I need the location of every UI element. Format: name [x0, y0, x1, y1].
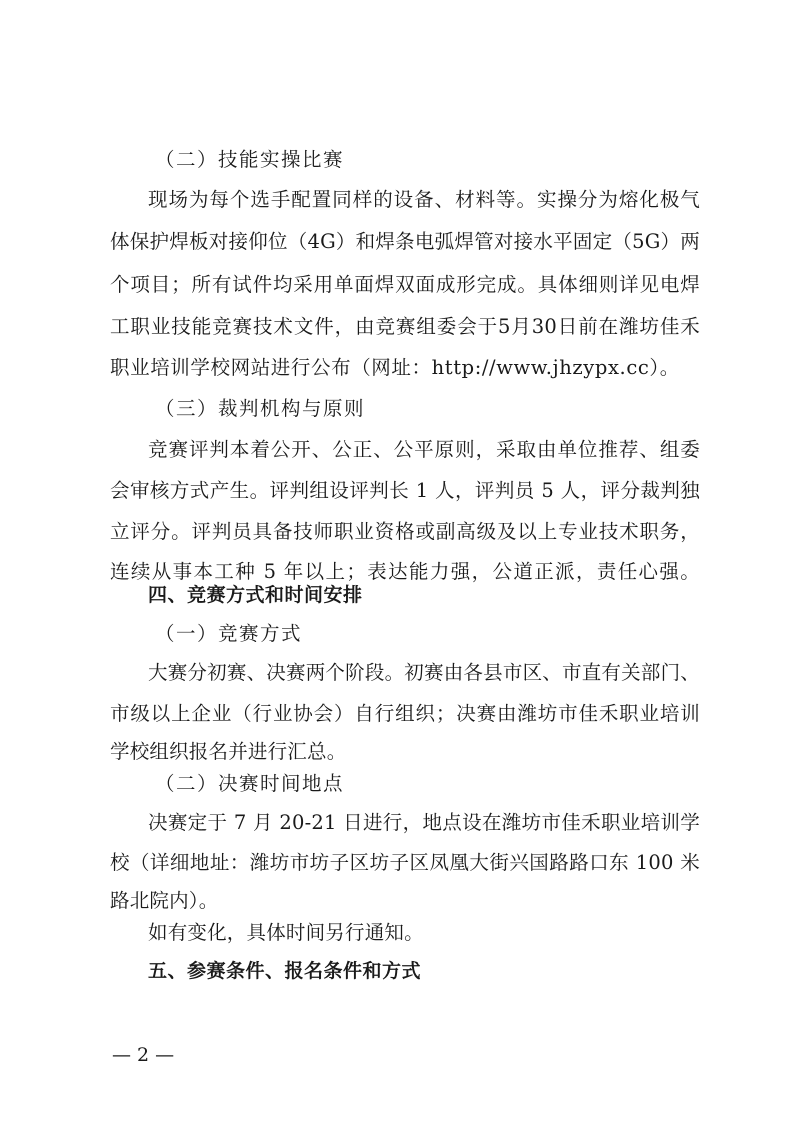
chapter-heading-eligibility: 五、参赛条件、报名条件和方式 [148, 960, 422, 982]
paragraph-line: 立评分。评判员具备技师职业资格或副高级及以上专业技术职务， [110, 520, 700, 543]
paragraph-line: 市级以上企业（行业协会）自行组织；决赛由潍坊市佳禾职业培训 [110, 702, 700, 725]
section-heading-judging: （三）裁判机构与原则 [155, 397, 366, 420]
paragraph-line: 体保护焊板对接仰位（4G）和焊条电弧焊管对接水平固定（5G）两 [110, 230, 700, 253]
chapter-heading-competition-method: 四、竞赛方式和时间安排 [148, 584, 363, 606]
section-heading-competition-format: （一）竞赛方式 [155, 622, 303, 645]
paragraph-line: 个项目；所有试件均采用单面焊双面成形完成。具体细则详见电焊 [110, 273, 700, 296]
paragraph-line: 决赛定于 7 月 20-21 日进行，地点设在潍坊市佳禾职业培训学 [148, 811, 700, 834]
paragraph-line: 工职业技能竞赛技术文件，由竞赛组委会于5月30日前在潍坊佳禾 [110, 315, 700, 338]
paragraph-line: 职业培训学校网站进行公布（网址：http://www.jhzypx.cc）。 [110, 356, 680, 379]
paragraph-line: 学校组织报名并进行汇总。 [110, 740, 347, 763]
page-number: — 2 — [112, 1044, 175, 1066]
paragraph-line: 竞赛评判本着公开、公正、公平原则，采取由单位推荐、组委 [148, 438, 700, 461]
section-heading-skills-practice: （二）技能实操比赛 [155, 148, 345, 171]
paragraph-line: 校（详细地址：潍坊市坊子区坊子区凤凰大街兴国路路口东 100 米 [110, 851, 700, 874]
paragraph-line: 现场为每个选手配置同样的设备、材料等。实操分为熔化极气 [148, 188, 700, 211]
paragraph-line: 如有变化，具体时间另行通知。 [148, 921, 424, 944]
paragraph-line: 会审核方式产生。评判组设评判长 1 人，评判员 5 人，评分裁判独 [110, 479, 700, 502]
section-heading-final-time-place: （二）决赛时间地点 [155, 772, 345, 795]
paragraph-line: 大赛分初赛、决赛两个阶段。初赛由各县市区、市直有关部门、 [148, 661, 700, 684]
paragraph-line: 路北院内）。 [110, 889, 219, 912]
paragraph-line: 连续从事本工种 5 年以上；表达能力强，公道正派，责任心强。 [110, 560, 700, 583]
